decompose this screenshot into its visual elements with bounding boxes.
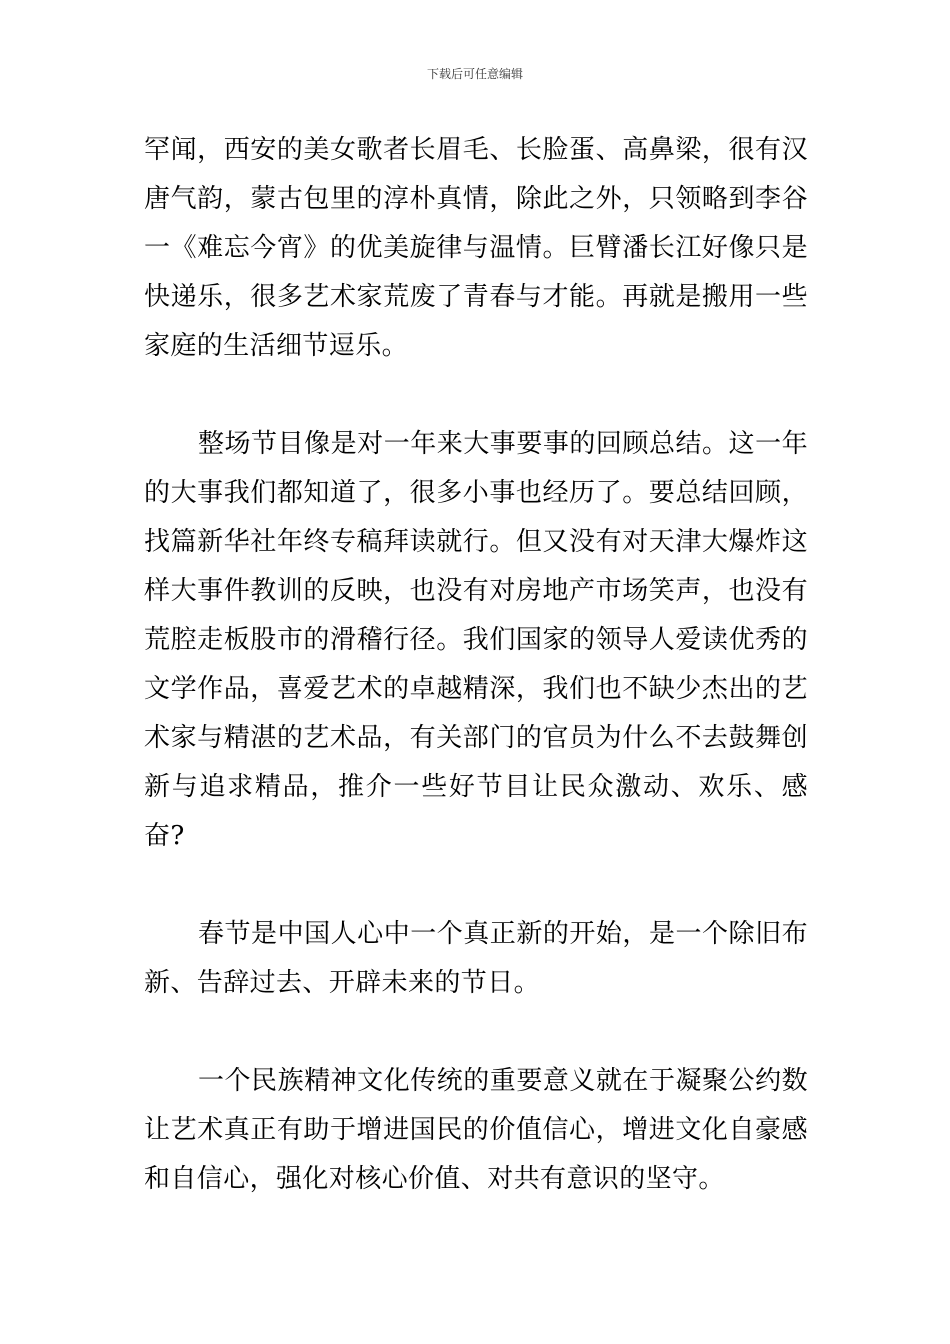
page-header: 下载后可任意编辑: [426, 67, 523, 81]
paragraph-spacer: [144, 1008, 808, 1057]
paragraph-1: 罕闻，西安的美女歌者长眉毛、长脸蛋、高鼻梁，很有汉唐气韵，蒙古包里的淳朴真情，除此之外，只领略到李谷一《难忘今宵》的优美旋律与温情。巨臂潘长江好像只是快递乐，很多艺术家荒废了青春与才能。再就是搬用一些家庭的生活细节逗乐。: [144, 135, 808, 361]
paragraph-2: 整场节目像是对一年来大事要事的回顾总结。这一年的大事我们都知道了，很多小事也经历了。要总结回顾，找篇新华社年终专稿拜读就行。但又没有对天津大爆炸这样大事件教训的反映，也没有对房地产市场笑声，也没有荒腔走板股市的滑稽行径。我们国家的领导人爱读优秀的文学作品，喜爱艺术的卓越精深，我们也不缺少杰出的艺术家与精湛的艺术品，有关部门的官员为什么不去鼓舞创新与追求精品，推介一些好节目让民众激动、欢乐、感奋?: [144, 429, 808, 851]
paragraph-3: 春节是中国人心中一个真正新的开始，是一个除旧布新、告辞过去、开辟未来的节日。: [144, 919, 808, 998]
paragraph-4: 一个民族精神文化传统的重要意义就在于凝聚公约数让艺术真正有助于增进国民的价值信心，增进文化自豪感和自信心，强化对核心价值、对共有意识的坚守。: [144, 1066, 808, 1194]
paragraph-spacer: [144, 371, 808, 420]
document-body: [144, 126, 808, 1204]
paragraph-spacer: [144, 861, 808, 910]
